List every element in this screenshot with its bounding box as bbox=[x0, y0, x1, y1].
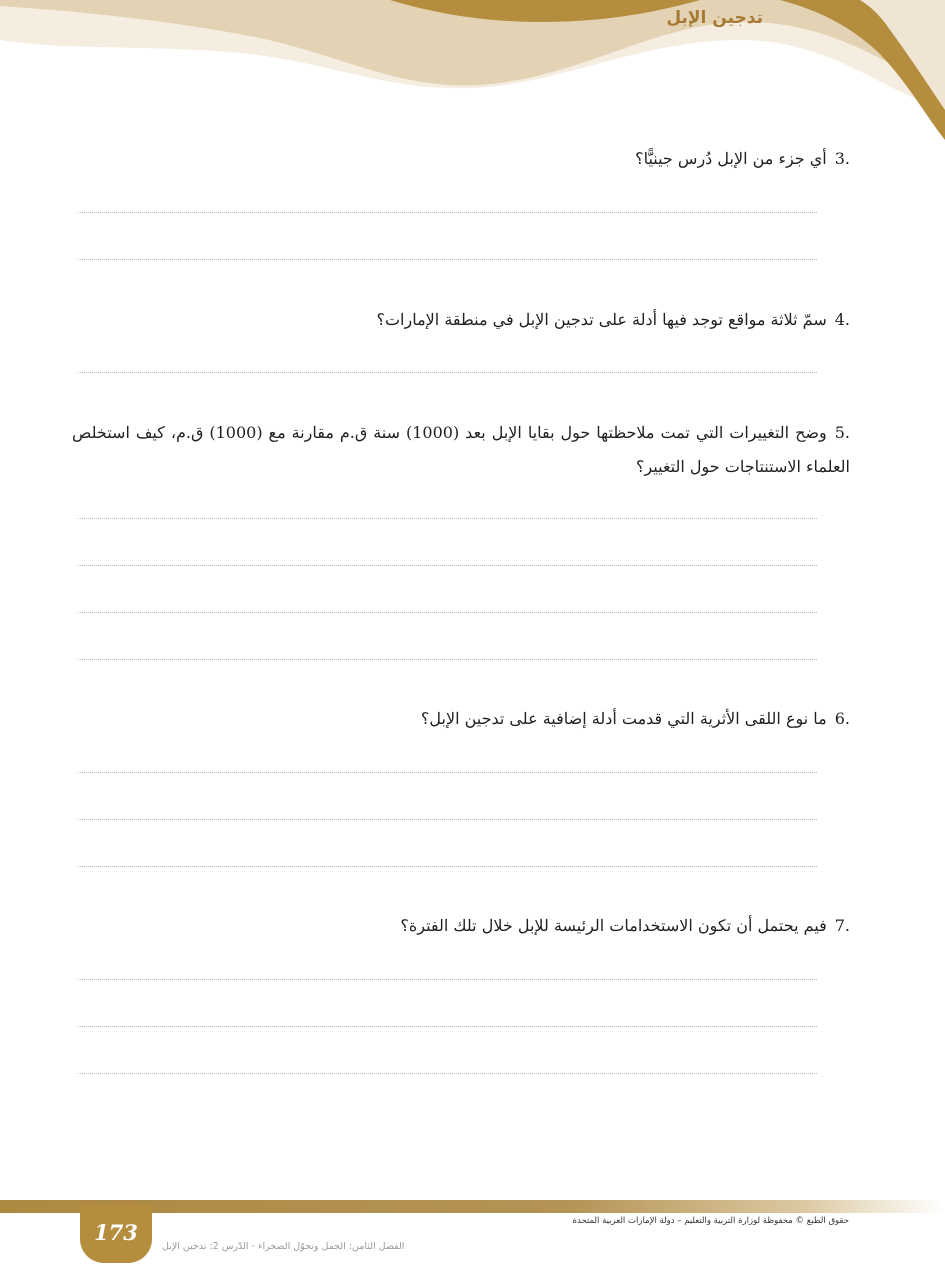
question-number: 4. bbox=[834, 310, 850, 329]
question-text: سمّ ثلاثة مواقع توجد فيها أدلة على تدجين الإبل في منطقة الإمارات؟ bbox=[376, 310, 827, 329]
chapter-lesson-label: الفصل الثامن: الجمل وتحوّل الصحراء - الدّرس 2: تدجين الإبل bbox=[162, 1241, 405, 1252]
question-text: أي جزء من الإبل دُرس جينيًّا؟ bbox=[635, 149, 827, 168]
answer-line[interactable] bbox=[78, 212, 817, 213]
question-number: 3. bbox=[834, 149, 850, 168]
answer-line[interactable] bbox=[78, 372, 817, 373]
question-text: ما نوع اللقى الأثرية التي قدمت أدلة إضافية على تدجين الإبل؟ bbox=[420, 709, 827, 728]
answer-line[interactable] bbox=[78, 772, 817, 773]
copyright-notice: حقوق الطبع © محفوظة لوزارة التربية والتعليم – دولة الإمارات العربية المتحدة bbox=[572, 1216, 849, 1226]
lesson-title: تدجين الإبل bbox=[666, 8, 763, 28]
question-number: 6. bbox=[834, 709, 850, 728]
question-5 bbox=[72, 416, 850, 484]
question-number: 7. bbox=[834, 916, 850, 935]
answer-line[interactable] bbox=[78, 866, 817, 867]
answer-line[interactable] bbox=[78, 565, 817, 566]
question-7 bbox=[400, 909, 850, 943]
answer-line[interactable] bbox=[78, 979, 817, 980]
question-3 bbox=[635, 142, 850, 176]
answer-line[interactable] bbox=[78, 612, 817, 613]
page-number: 173 bbox=[94, 1220, 138, 1245]
answer-line[interactable] bbox=[78, 1073, 817, 1074]
question-4 bbox=[377, 303, 851, 337]
header-wave-decoration bbox=[0, 0, 945, 150]
question-text: وضح التغييرات التي تمت ملاحظتها حول بقايا الإبل بعد (1000) سنة ق.م مقارنة مع (1000) ق.م، كيف استخلص العلماء الاستنتاجات حول التغيير؟ bbox=[72, 423, 850, 476]
answer-line[interactable] bbox=[78, 819, 817, 820]
answer-line[interactable] bbox=[78, 518, 817, 519]
question-6 bbox=[421, 702, 850, 736]
answer-line[interactable] bbox=[78, 259, 817, 260]
answer-line[interactable] bbox=[78, 659, 817, 660]
question-text: فيم يحتمل أن تكون الاستخدامات الرئيسة للإبل خلال تلك الفترة؟ bbox=[400, 916, 827, 935]
answer-line[interactable] bbox=[78, 1026, 817, 1027]
question-number: 5. bbox=[834, 423, 851, 442]
